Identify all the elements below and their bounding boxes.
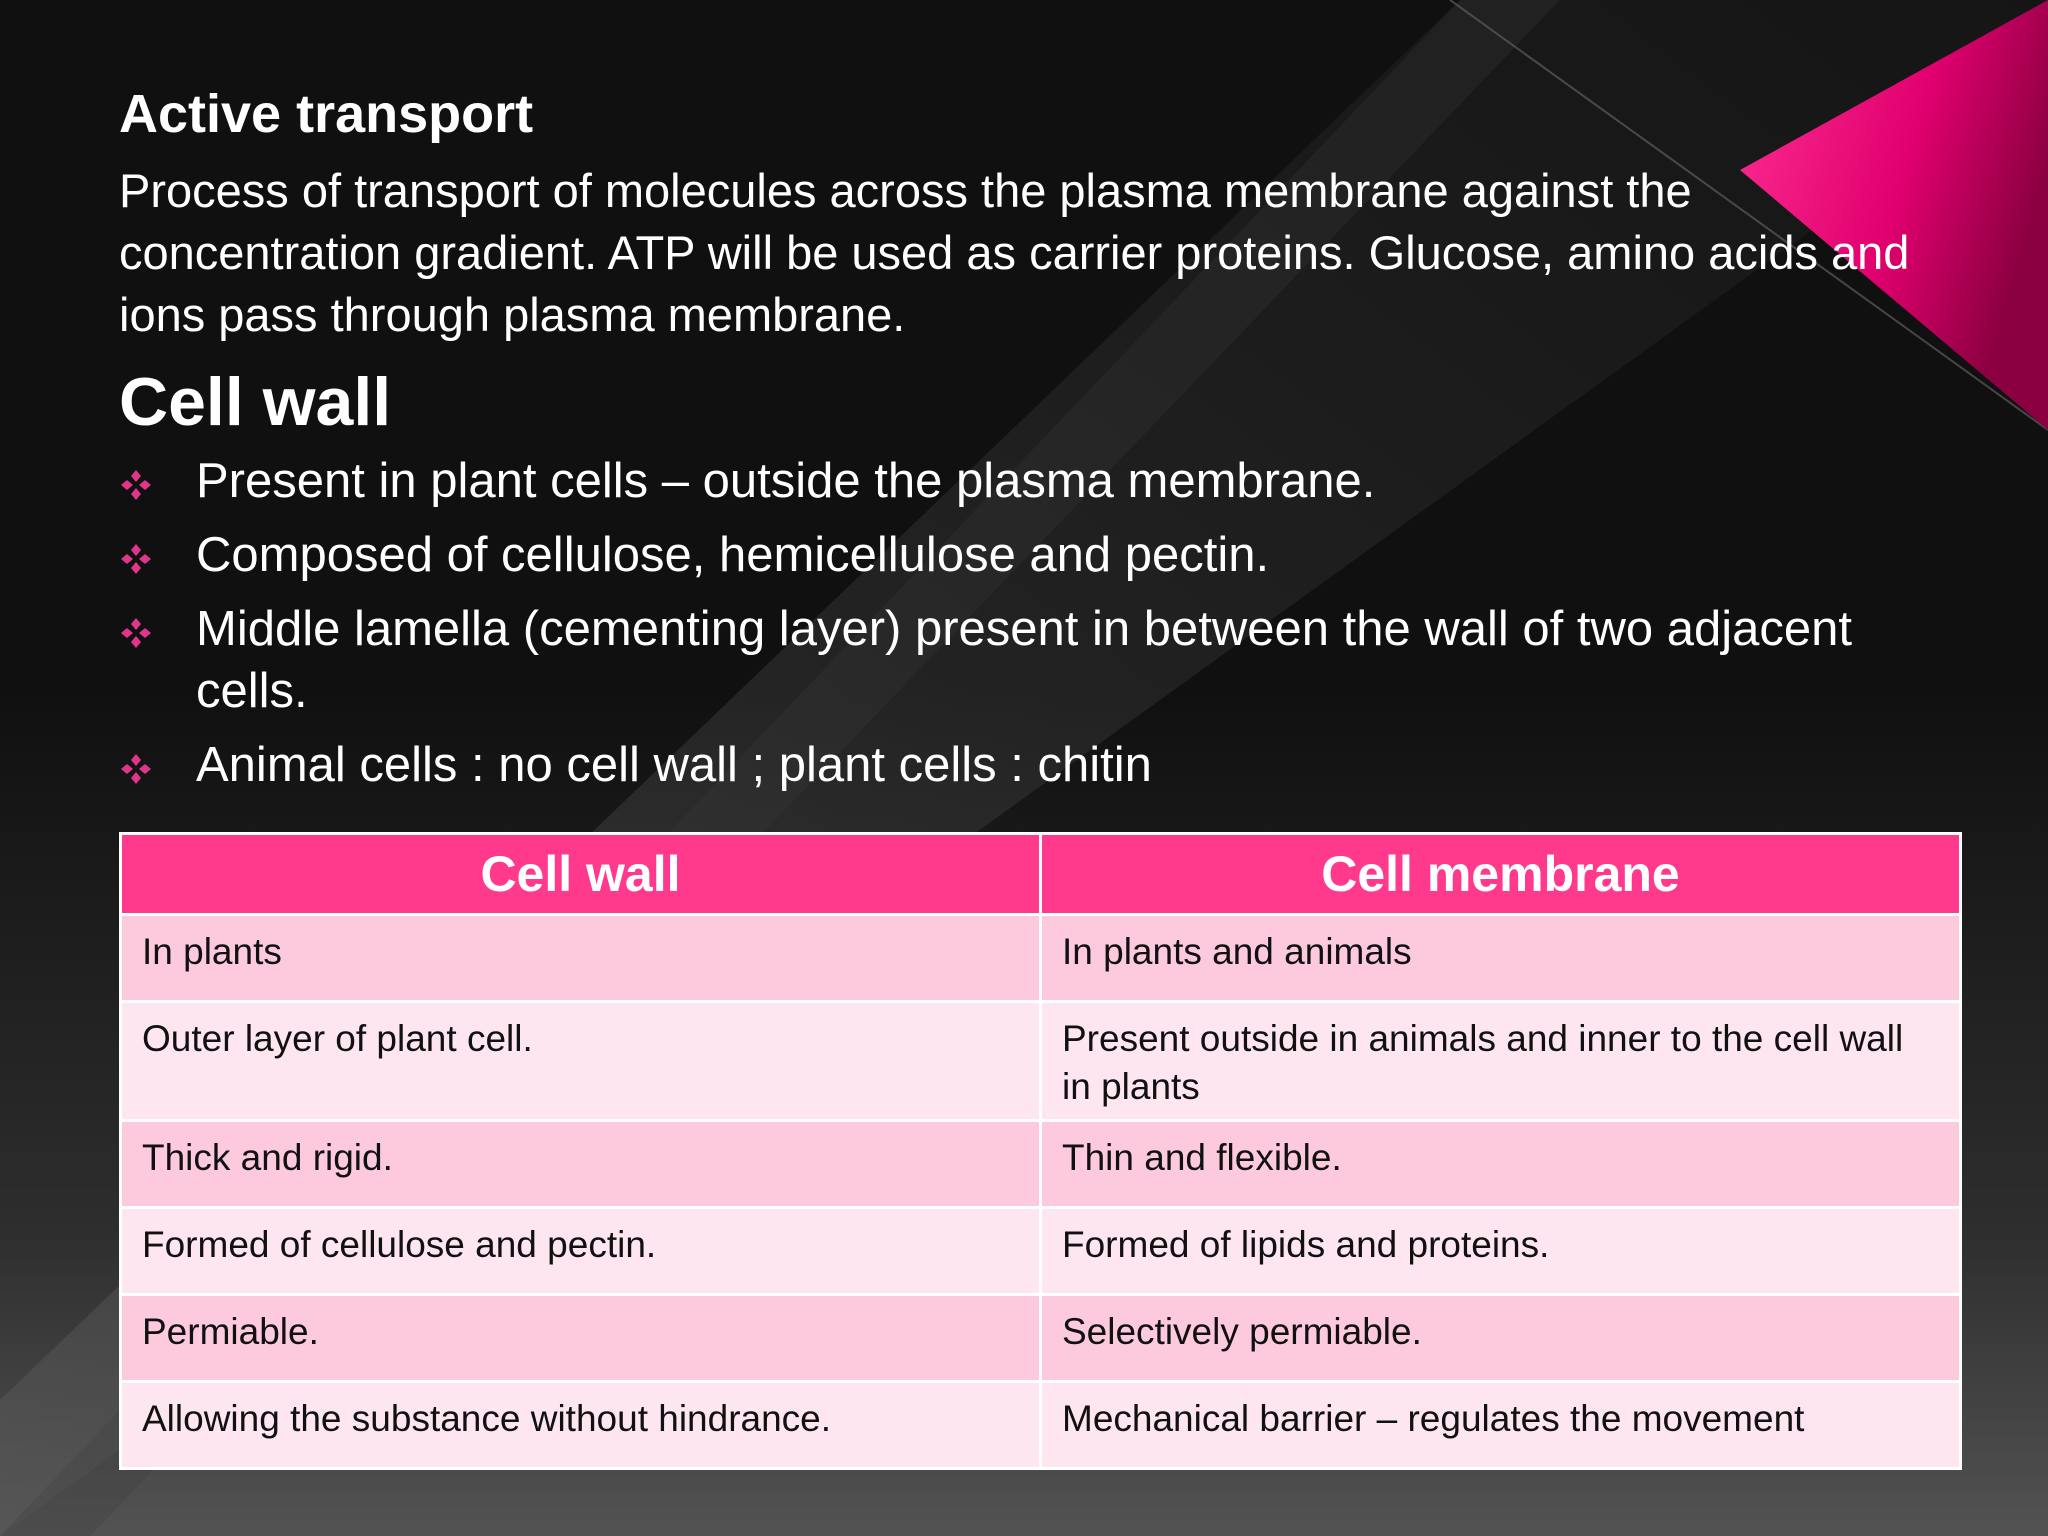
comparison-table: [119, 832, 1962, 1470]
cell-wall-heading: Cell wall: [119, 364, 392, 440]
table-cell: Formed of cellulose and pectin.: [121, 1208, 1041, 1295]
four-diamond-bullet-icon: [119, 752, 153, 786]
four-diamond-bullet-icon: [119, 616, 153, 650]
table-cell: Thin and flexible.: [1041, 1121, 1961, 1208]
table-cell: Mechanical barrier – regulates the movement: [1041, 1382, 1961, 1469]
bullet-text: Composed of cellulose, hemicellulose and pectin.: [196, 528, 1270, 582]
table-cell: Formed of lipids and proteins.: [1041, 1208, 1961, 1295]
table-row: [121, 1002, 1961, 1121]
active-transport-text: Process of transport of molecules across the plasma membrane against the concentration gradient. ATP will be used as carrier proteins. Glucose, amino acids and ions pass through plasma membrane.: [119, 164, 1910, 341]
table-cell: Permiable.: [121, 1295, 1041, 1382]
cell-wall-bullet-list: [119, 450, 1939, 808]
bullet-item: [119, 450, 1939, 512]
table-row: [121, 1382, 1961, 1469]
table-row: [121, 1121, 1961, 1208]
table-row: [121, 1208, 1961, 1295]
bullet-item: [119, 524, 1939, 586]
bullet-text: Animal cells : no cell wall ; plant cells : chitin: [196, 738, 1152, 792]
table-row: [121, 915, 1961, 1002]
table-cell: Selectively permiable.: [1041, 1295, 1961, 1382]
header-cell-wall: Cell wall: [121, 834, 1041, 915]
active-transport-heading: Active transport: [119, 84, 534, 144]
table-cell: In plants: [121, 915, 1041, 1002]
bullet-text: Middle lamella (cementing layer) present in between the wall of two adjacent cells.: [196, 602, 1852, 718]
table-cell: Present outside in animals and inner to the cell wall in plants: [1041, 1002, 1961, 1121]
bullet-text: Present in plant cells – outside the plasma membrane.: [196, 454, 1376, 508]
four-diamond-bullet-icon: [119, 468, 153, 502]
table-cell: In plants and animals: [1041, 915, 1961, 1002]
header-cell-membrane: Cell membrane: [1041, 834, 1961, 915]
table-row: [121, 1295, 1961, 1382]
table-cell: Thick and rigid.: [121, 1121, 1041, 1208]
four-diamond-bullet-icon: [119, 542, 153, 576]
table-cell: Allowing the substance without hindrance.: [121, 1382, 1041, 1469]
table-cell: Outer layer of plant cell.: [121, 1002, 1041, 1121]
bullet-item: [119, 598, 1939, 722]
table-header-row: [121, 834, 1961, 915]
bullet-item: [119, 734, 1939, 796]
